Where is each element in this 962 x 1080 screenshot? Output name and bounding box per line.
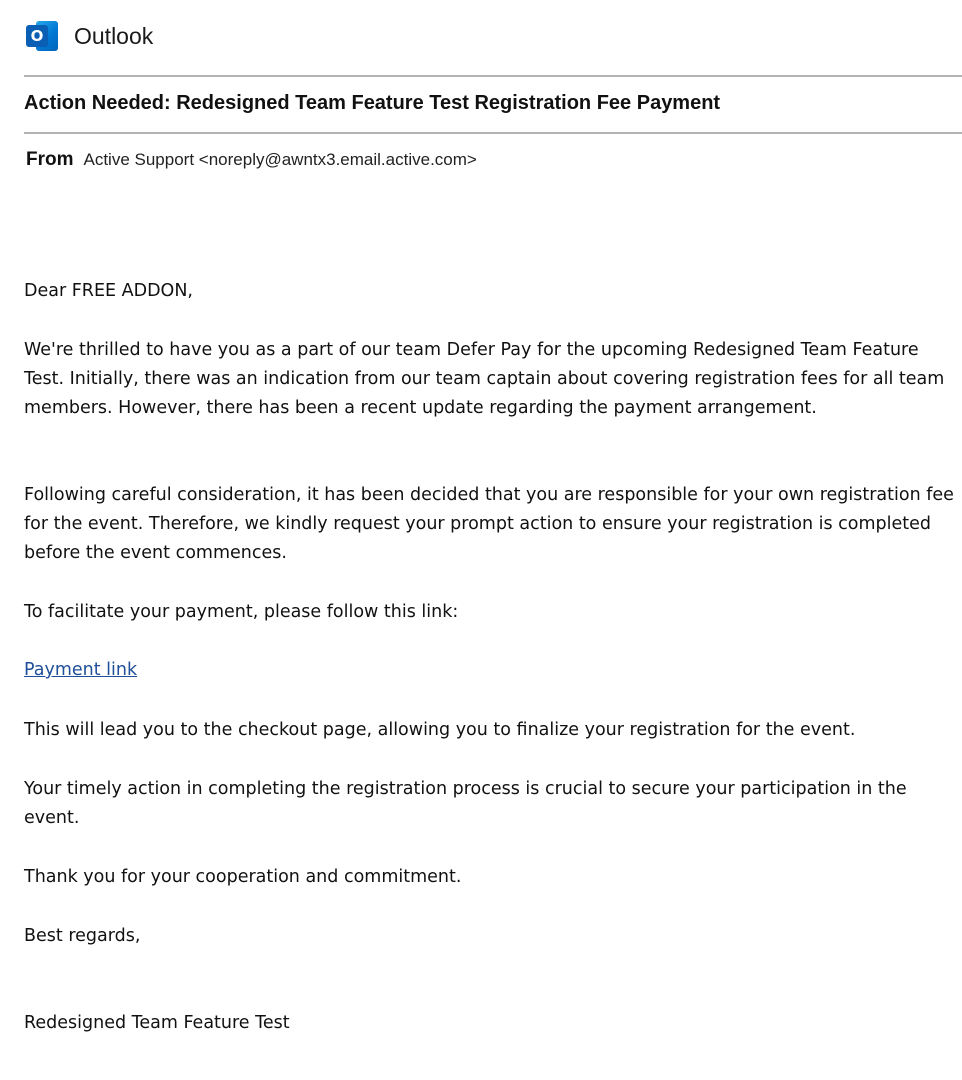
- paragraph-responsibility: Following careful consideration, it has been decided that you are responsible for your own registration fee for the event. Therefore, we kindly request your prompt action to ensure your registration is completed before the event commences.: [24, 485, 954, 563]
- greeting: Dear FREE ADDON,: [24, 281, 193, 301]
- header-divider: [24, 75, 962, 77]
- app-header: [24, 18, 153, 54]
- payment-link-paragraph: [24, 656, 962, 685]
- outlook-logo-icon: [24, 19, 60, 53]
- signature: Redesigned Team Feature Test: [24, 1013, 290, 1033]
- email-subject: Action Needed: Redesigned Team Feature Test Registration Fee Payment: [24, 92, 721, 114]
- paragraph-urgency: Your timely action in completing the registration process is crucial to secure your participation in the event.: [24, 779, 907, 828]
- closing: Best regards,: [24, 926, 141, 946]
- app-name: Outlook: [74, 22, 154, 49]
- from-label: From: [26, 149, 74, 170]
- paragraph-checkout: This will lead you to the checkout page, allowing you to finalize your registration for the event.: [24, 720, 856, 740]
- from-row: [26, 149, 477, 171]
- payment-link[interactable]: Payment link: [24, 660, 138, 680]
- logo-letter: O: [26, 25, 48, 47]
- sender-address[interactable]: Active Support <noreply@awntx3.email.active.com>: [83, 150, 477, 169]
- subject-divider: [24, 132, 962, 134]
- paragraph-link-intro: To facilitate your payment, please follow this link:: [24, 602, 459, 622]
- paragraph-thanks: Thank you for your cooperation and commitment.: [24, 867, 462, 887]
- paragraph-intro: We're thrilled to have you as a part of our team Defer Pay for the upcoming Redesigned Team Feature Test. Initially, there was an indication from our team captain about covering registration fees for all team members. However, there has been a recent update regarding the payment arrangement.: [24, 340, 945, 418]
